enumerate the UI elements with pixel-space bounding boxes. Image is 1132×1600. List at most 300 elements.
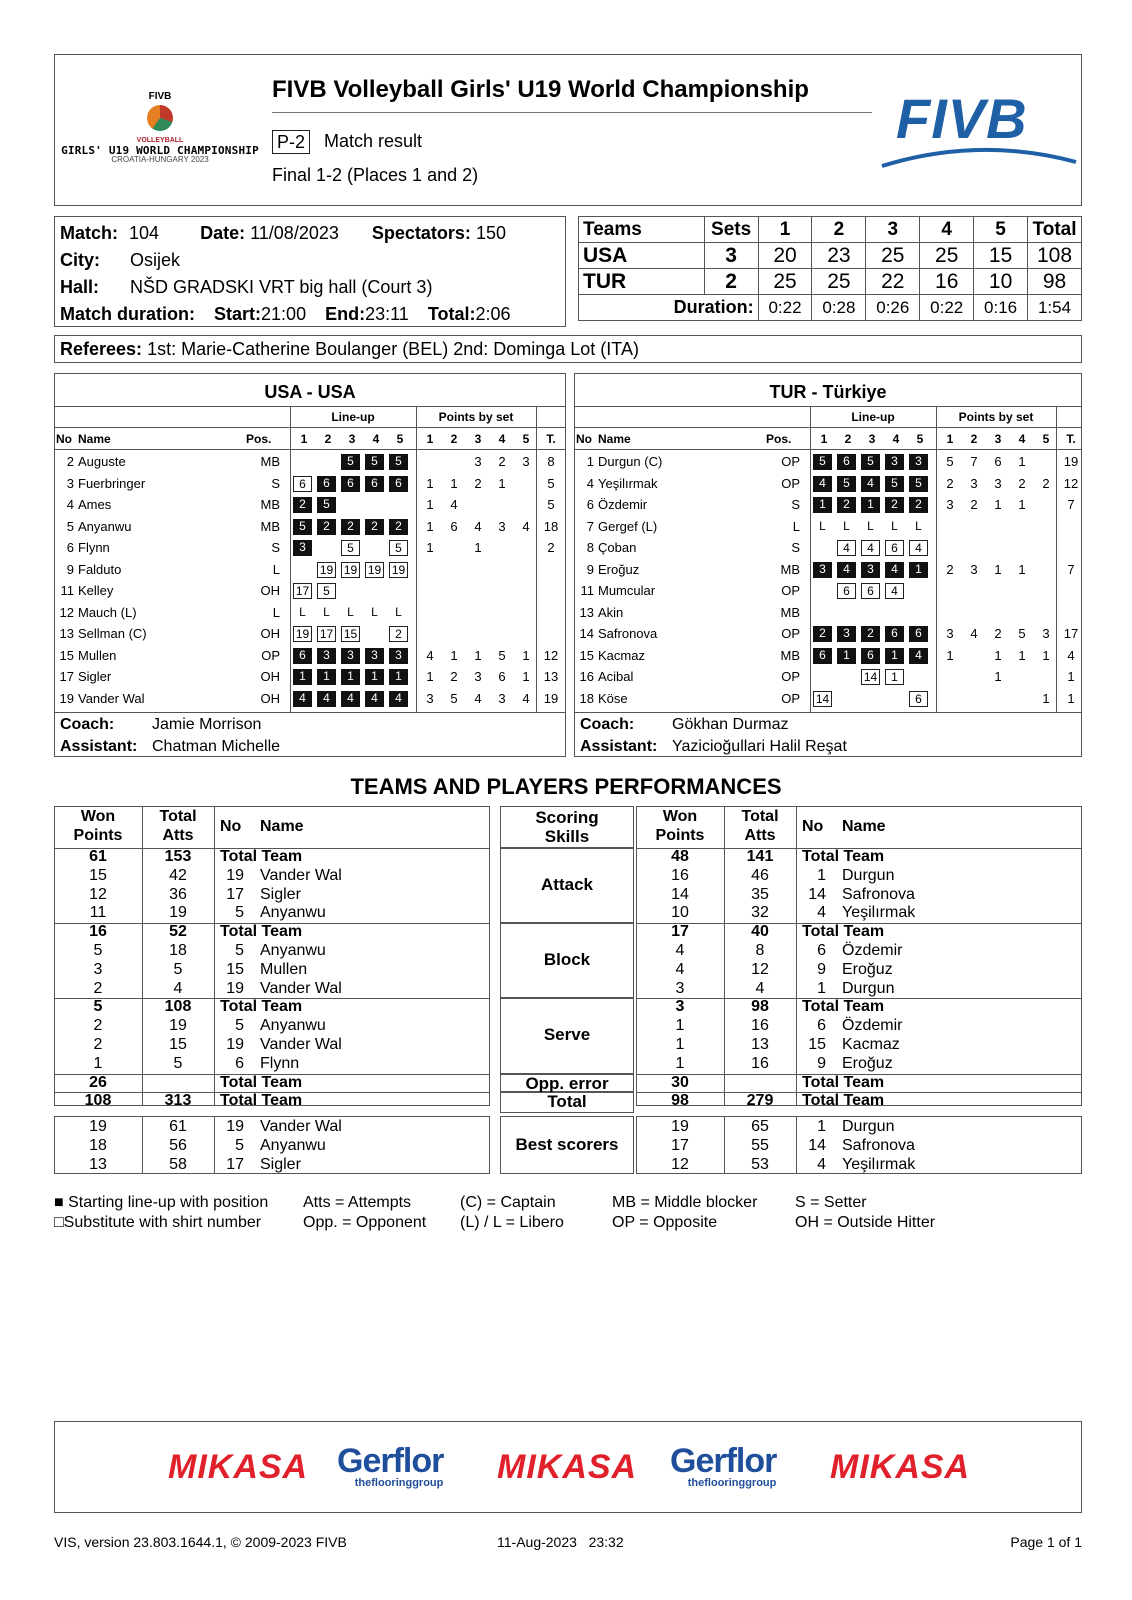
won-header: Won — [80, 808, 116, 825]
perf-name: Vander Wal — [260, 1036, 342, 1053]
perf-name: Durgun — [842, 866, 895, 884]
points-set-header: 3 — [474, 432, 482, 446]
score-cell: 10 — [974, 269, 1028, 295]
lineup-set-header: 3 — [868, 432, 876, 446]
doc-code: P-2 — [272, 130, 310, 154]
perf-won: 16 — [89, 923, 107, 941]
points-set: 4 — [426, 647, 434, 663]
perf-won: 3 — [93, 960, 103, 978]
perf-name: Total Team — [802, 848, 885, 865]
score-head-cell: 2 — [812, 217, 866, 243]
perf-name: Total Team — [220, 923, 303, 941]
perf-name: Anyanwu — [260, 1017, 326, 1035]
lineup-box: 5 — [861, 454, 880, 470]
footer-page: Page 1 of 1 — [1010, 1534, 1082, 1550]
total-header: T. — [1066, 432, 1076, 446]
points-total: 1 — [1067, 669, 1075, 684]
points-set: 1 — [426, 497, 434, 512]
lineup-box: 1 — [341, 669, 360, 685]
lineup-box: 5 — [909, 476, 928, 492]
points-set: 5 — [1018, 626, 1026, 641]
skill-label: Serve — [543, 1025, 591, 1044]
best-won: 12 — [671, 1155, 689, 1173]
perf-name: Kacmaz — [842, 1036, 900, 1053]
assistant-label: Assistant: — [580, 738, 658, 755]
perf-no: 17 — [226, 885, 244, 903]
player-no: 15 — [59, 647, 74, 663]
points-set: 1 — [426, 518, 434, 534]
points-by-set-header: Points by set — [438, 410, 514, 424]
lineup-box: 6 — [813, 648, 832, 664]
hall-label: Hall: — [60, 277, 100, 297]
perf-won: 14 — [671, 885, 689, 903]
lineup-box: 2 — [365, 519, 384, 535]
lineup-box: L — [819, 518, 826, 533]
perf-no: 5 — [235, 942, 244, 959]
name-header: Name — [598, 432, 631, 446]
perf-name: Total Team — [802, 1073, 885, 1091]
match-line-4 — [60, 301, 560, 328]
match-label: Match: — [60, 223, 118, 243]
lineup-box: 3 — [293, 540, 312, 556]
fivb-logo: FIVB — [896, 87, 1028, 150]
lineup-header: Line-up — [851, 410, 895, 424]
gerflor-logo-1 — [337, 1444, 443, 1489]
hall: NŠD GRADSKI VRT big hall (Court 3) — [130, 277, 433, 297]
perf-won: 1 — [675, 1054, 685, 1072]
perf-won: 15 — [89, 866, 107, 884]
player-no: 13 — [59, 626, 74, 641]
points-header: Points — [73, 827, 123, 844]
points-set: 1 — [426, 540, 434, 555]
player-pos: OH — [260, 669, 280, 684]
points-total: 19 — [543, 690, 559, 706]
points-total: 8 — [547, 454, 555, 469]
name-header: Name — [260, 818, 304, 835]
total-label: Total — [547, 1092, 587, 1112]
opp-error-label: Opp. error — [525, 1073, 609, 1093]
best-won: 18 — [89, 1136, 107, 1154]
perf-name: Eroğuz — [842, 960, 893, 978]
team-b-title: TUR - Türkiye — [769, 382, 887, 402]
points-set: 1 — [426, 669, 434, 684]
lineup-box: 6 — [293, 648, 312, 664]
points-set: 1 — [994, 669, 1002, 684]
player-no: 1 — [586, 454, 594, 469]
player-pos: L — [272, 561, 280, 577]
best-atts: 56 — [169, 1136, 187, 1154]
player-no: 11 — [60, 583, 74, 598]
score-head-cell: Teams — [579, 217, 705, 243]
perf-atts: 35 — [751, 885, 769, 903]
doc-type: Match result — [324, 131, 423, 151]
player-pos: OP — [781, 583, 800, 598]
player-pos: OP — [781, 690, 800, 706]
player-name: Kelley — [78, 583, 114, 598]
player-name: Gergef (L) — [598, 518, 658, 534]
player-name: Çoban — [598, 540, 637, 555]
best-atts: 58 — [169, 1155, 187, 1173]
lineup-box: 2 — [341, 519, 360, 535]
lineup-box: 5 — [389, 540, 408, 556]
logo-host-text: CROATIA-HUNGARY 2023 — [111, 155, 209, 165]
legend-item: MB = Middle blocker — [612, 1194, 758, 1211]
perf-won: 17 — [671, 923, 689, 941]
points-set: 2 — [450, 669, 458, 684]
perf-atts: 4 — [173, 979, 183, 997]
lineup-box: 4 — [861, 540, 880, 556]
perf-won: 4 — [675, 960, 685, 978]
points-total: 7 — [1067, 561, 1075, 577]
points-set: 2 — [1042, 475, 1050, 491]
player-pos: OP — [781, 454, 800, 469]
player-pos: MB — [780, 604, 800, 620]
points-total: 5 — [547, 475, 555, 491]
perf-atts: 5 — [173, 1054, 183, 1072]
roster-divider — [574, 449, 1082, 450]
lineup-set-header: 5 — [916, 432, 924, 446]
perf-name: Vander Wal — [260, 866, 342, 884]
coach-name: Jamie Morrison — [152, 716, 262, 733]
player-name: Fuerbringer — [78, 475, 146, 491]
perf-won: 12 — [89, 885, 107, 903]
lineup-header: Line-up — [331, 410, 375, 424]
points-set: 4 — [522, 518, 530, 534]
start-time: 21:00 — [261, 304, 307, 324]
perf-atts: 42 — [169, 866, 187, 884]
perf-no: 1 — [817, 866, 826, 884]
lineup-box: 4 — [909, 648, 928, 664]
points-total: 5 — [547, 497, 555, 512]
best-no: 14 — [808, 1136, 826, 1154]
points-set: 1 — [522, 647, 530, 663]
points-set: 1 — [994, 647, 1002, 663]
perf-name: Mullen — [260, 960, 308, 978]
player-name: Falduto — [78, 561, 122, 577]
points-set: 4 — [474, 690, 482, 706]
skill-label: Block — [543, 949, 591, 969]
points-set: 1 — [1018, 561, 1026, 577]
lineup-box: 2 — [389, 626, 408, 642]
player-pos: OH — [260, 583, 280, 598]
perf-won: 48 — [671, 848, 689, 865]
best-won: 13 — [89, 1155, 107, 1173]
phase: Final 1-2 (Places 1 and 2) — [272, 165, 479, 185]
player-pos: L — [272, 604, 280, 620]
lineup-box: 14 — [861, 669, 880, 685]
player-no: 6 — [586, 497, 594, 512]
logo-volleyball-text: VOLLEYBALL — [136, 137, 184, 145]
perf-no: 15 — [226, 960, 244, 978]
points-total: 18 — [543, 518, 559, 534]
lineup-box: 4 — [317, 691, 336, 707]
legend-item: S = Setter — [795, 1194, 867, 1211]
best-name: Vander Wal — [260, 1118, 342, 1135]
roster-divider — [54, 406, 566, 407]
match-date: 11/08/2023 — [250, 223, 339, 243]
perf-won: 16 — [671, 866, 689, 884]
lineup-box: 5 — [365, 454, 384, 470]
duration-label: Duration: — [579, 295, 759, 321]
coach-name: Gökhan Durmaz — [672, 716, 789, 733]
name-header: Name — [842, 818, 886, 835]
lineup-box: 5 — [293, 519, 312, 535]
lineup-box: 4 — [389, 691, 408, 707]
lineup-box: 3 — [861, 562, 880, 578]
score-cell: 3 — [704, 243, 758, 269]
score-row-usa — [579, 243, 1082, 269]
lineup-box: 17 — [317, 626, 336, 642]
player-pos: OH — [260, 626, 280, 641]
score-cell: 16 — [920, 269, 974, 295]
lineup-box: 19 — [317, 562, 336, 578]
legend-item: (C) = Captain — [460, 1194, 556, 1211]
no-header: No — [220, 818, 242, 835]
points-set: 4 — [970, 626, 978, 641]
points-set-header: 1 — [426, 432, 434, 446]
points-set-header: 5 — [1042, 432, 1050, 446]
points-set: 1 — [994, 561, 1002, 577]
best-won: 17 — [671, 1136, 689, 1154]
perf-atts: 98 — [751, 998, 769, 1016]
roster-divider — [574, 406, 1082, 407]
lineup-box: L — [299, 604, 306, 619]
best-atts: 65 — [751, 1118, 769, 1135]
player-name: Sigler — [78, 669, 112, 684]
roster-divider — [574, 427, 1082, 428]
gerflor-sub-1: theflooringgroup — [354, 1477, 444, 1489]
atts-header: Atts — [744, 827, 776, 844]
city-label: City: — [60, 250, 100, 270]
assistant-label: Assistant: — [60, 738, 138, 755]
lineup-box: 5 — [389, 454, 408, 470]
points-set: 3 — [522, 454, 530, 469]
lineup-box: 3 — [341, 648, 360, 664]
gerflor-sub-2: theflooringgroup — [687, 1477, 777, 1489]
footer-printed: 11-Aug-2023 23:32 — [497, 1534, 624, 1550]
best-name: Anyanwu — [260, 1136, 326, 1154]
points-set: 3 — [474, 669, 482, 684]
perf-no: 9 — [817, 960, 826, 978]
player-pos: MB — [260, 518, 280, 534]
points-set-header: 2 — [970, 432, 978, 446]
perf-won: 1 — [675, 1017, 685, 1035]
points-set-header: 4 — [498, 432, 506, 446]
points-set: 3 — [970, 561, 978, 577]
points-set: 1 — [946, 647, 954, 663]
city: Osijek — [130, 250, 181, 270]
lineup-set-header: 2 — [844, 432, 852, 446]
lineup-box: 6 — [909, 691, 928, 707]
player-name: Durgun (C) — [598, 454, 663, 469]
perf-atts: 8 — [755, 942, 765, 959]
perf-no: 15 — [808, 1036, 826, 1053]
points-set: 1 — [426, 475, 434, 491]
title-underline — [272, 112, 872, 113]
points-set: 1 — [474, 540, 482, 555]
roster-vline — [810, 406, 811, 712]
lineup-box: 4 — [341, 691, 360, 707]
lineup-box: 6 — [341, 476, 360, 492]
perf-atts: 19 — [169, 904, 187, 922]
player-no: 17 — [59, 669, 74, 684]
score-row-tur — [579, 269, 1082, 295]
end-time: 23:11 — [365, 304, 409, 324]
points-total: 17 — [1063, 626, 1079, 641]
lineup-box: 4 — [365, 691, 384, 707]
score-duration-row — [579, 295, 1082, 321]
lineup-box: 1 — [365, 669, 384, 685]
lineup-box: 3 — [885, 454, 904, 470]
lineup-box: 15 — [341, 626, 360, 642]
lineup-box: 2 — [813, 626, 832, 642]
perf-won: 5 — [93, 942, 103, 959]
total-time: 2:06 — [475, 304, 511, 324]
player-name: Kacmaz — [598, 647, 645, 663]
referees-label: Referees: — [60, 339, 143, 359]
lineup-set-header: 4 — [892, 432, 900, 446]
fivb-swoosh — [880, 140, 1080, 170]
best-name: Yeşilırmak — [842, 1155, 916, 1173]
score-cell: 25 — [866, 243, 920, 269]
assistant-name: Yazicioğullari Halil Reşat — [672, 738, 847, 755]
points-set: 3 — [970, 475, 978, 491]
player-no: 5 — [66, 518, 74, 534]
legend-item: OP = Opposite — [612, 1214, 718, 1231]
player-pos: OP — [261, 647, 280, 663]
perf-won: 2 — [93, 979, 103, 997]
perf-won: 61 — [89, 848, 107, 865]
lineup-set-header: 3 — [348, 432, 356, 446]
perf-atts: 13 — [751, 1036, 769, 1053]
match-line-3 — [60, 274, 560, 301]
score-cell: USA — [579, 243, 705, 269]
lineup-box: 2 — [317, 519, 336, 535]
player-pos: L — [792, 518, 800, 534]
assistant-name: Chatman Michelle — [152, 738, 281, 755]
lineup-box: 5 — [885, 476, 904, 492]
points-set: 1 — [450, 647, 458, 663]
page-title: FIVB Volleyball Girls' U19 World Championship — [272, 76, 809, 103]
perf-won: 2 — [93, 1036, 103, 1053]
points-set: 2 — [946, 561, 954, 577]
lineup-set-header: 1 — [300, 432, 308, 446]
perf-won: 108 — [84, 1092, 112, 1110]
player-pos: MB — [780, 647, 800, 663]
player-pos: OH — [260, 690, 280, 706]
points-set: 5 — [498, 647, 506, 663]
points-set: 2 — [498, 454, 506, 469]
duration-cell: 1:54 — [1028, 295, 1082, 321]
best-won: 19 — [89, 1118, 107, 1135]
perf-won: 2 — [93, 1017, 103, 1035]
player-no: 2 — [66, 454, 74, 469]
lineup-box: L — [395, 604, 402, 619]
lineup-box: 3 — [389, 648, 408, 664]
lineup-box: 6 — [317, 476, 336, 492]
total-header: Total — [741, 808, 779, 825]
lineup-box: 5 — [317, 497, 336, 513]
score-header-row — [579, 217, 1082, 243]
perf-no: 5 — [235, 1017, 244, 1035]
lineup-box: 6 — [389, 476, 408, 492]
match-line-2 — [60, 247, 560, 274]
mikasa-logo-1: MIKASA — [168, 1448, 309, 1486]
score-cell: 2 — [704, 269, 758, 295]
points-set: 6 — [994, 454, 1002, 469]
perf-atts: 5 — [173, 960, 183, 978]
points-set: 4 — [450, 497, 458, 512]
perf-name: Anyanwu — [260, 942, 326, 959]
player-no: 13 — [579, 604, 594, 620]
lineup-box: 5 — [813, 454, 832, 470]
points-set: 3 — [426, 690, 434, 706]
score-cell: 108 — [1028, 243, 1082, 269]
player-no: 15 — [579, 647, 594, 663]
best-no: 4 — [817, 1155, 826, 1173]
perf-name: Vander Wal — [260, 979, 342, 997]
roster-vline — [936, 406, 937, 712]
player-no: 7 — [586, 518, 594, 534]
player-no: 4 — [586, 475, 594, 491]
points-total: 19 — [1063, 454, 1079, 469]
perf-atts: 18 — [169, 942, 187, 959]
gerflor-text-2: Gerflor — [670, 1442, 777, 1480]
perf-name: Total Team — [802, 998, 885, 1016]
score-cell: 25 — [920, 243, 974, 269]
best-atts: 53 — [751, 1155, 769, 1173]
perf-won: 1 — [93, 1054, 103, 1072]
perf-no: 6 — [235, 1054, 244, 1072]
player-pos: MB — [260, 454, 280, 469]
lineup-box: 3 — [837, 626, 856, 642]
start-label: Start: — [214, 304, 262, 324]
player-pos: OP — [781, 626, 800, 641]
best-atts: 61 — [169, 1118, 187, 1135]
lineup-box: 6 — [885, 540, 904, 556]
coach-label: Coach: — [60, 716, 115, 733]
lineup-box: 5 — [837, 476, 856, 492]
perf-no: 4 — [817, 904, 826, 922]
player-pos: MB — [260, 497, 280, 512]
player-name: Safronova — [598, 626, 658, 641]
perf-atts: 16 — [751, 1054, 769, 1072]
points-set: 2 — [1018, 475, 1026, 491]
lineup-box: 4 — [837, 562, 856, 578]
best-won: 19 — [671, 1118, 689, 1135]
skills-header: Skills — [544, 827, 590, 846]
perf-won: 10 — [671, 904, 689, 922]
lineup-box: 1 — [317, 669, 336, 685]
points-set: 3 — [498, 518, 506, 534]
lineup-box: 5 — [341, 540, 360, 556]
perf-name: Flynn — [260, 1054, 300, 1072]
score-head-cell: Total — [1028, 217, 1082, 243]
player-name: Mauch (L) — [78, 604, 137, 620]
lineup-set-header: 2 — [324, 432, 332, 446]
lineup-box: 4 — [813, 476, 832, 492]
lineup-box: 2 — [909, 497, 928, 513]
player-name: Akin — [598, 604, 624, 620]
legend-item: OH = Outside Hitter — [795, 1214, 936, 1231]
points-set: 2 — [946, 475, 954, 491]
perf-atts: 141 — [746, 848, 774, 865]
perf-won: 11 — [89, 904, 107, 922]
perf-won: 1 — [675, 1036, 685, 1053]
points-set: 4 — [522, 690, 530, 706]
points-total: 1 — [1067, 690, 1075, 706]
points-set: 3 — [946, 626, 954, 641]
